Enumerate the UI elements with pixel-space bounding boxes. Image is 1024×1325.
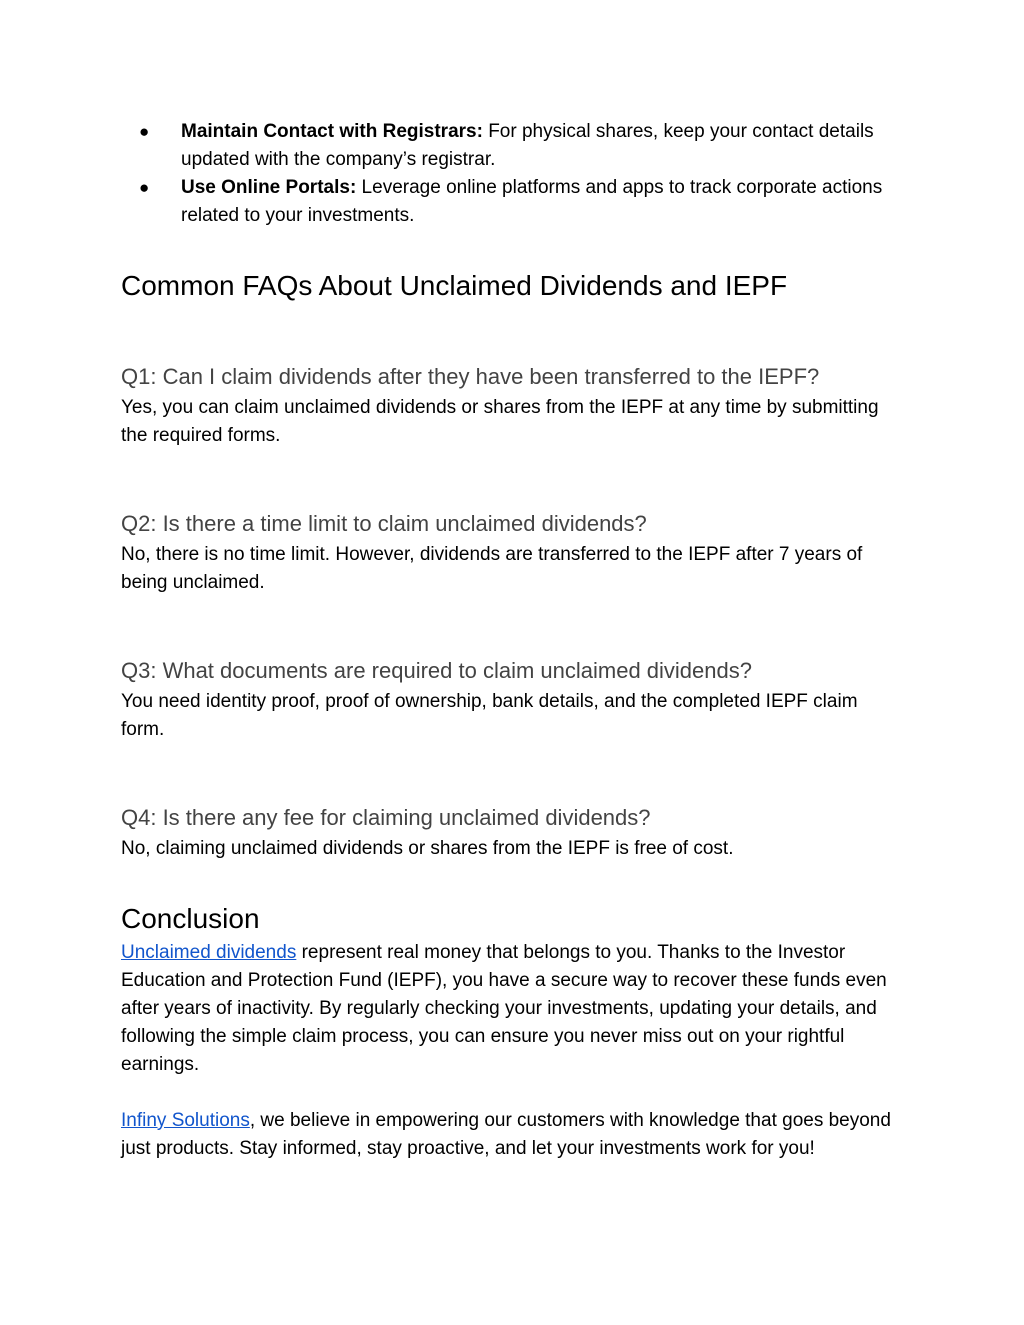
faq-item bbox=[121, 362, 906, 450]
faq-question: Q3: What documents are required to claim unclaimed dividends? bbox=[121, 658, 752, 683]
closing-paragraph bbox=[121, 1107, 906, 1163]
list-item bbox=[121, 118, 906, 174]
list-item bbox=[121, 174, 906, 230]
bullet-text: For physical shares, keep your contact details updated with the company’s registrar. bbox=[181, 121, 874, 170]
faq-item bbox=[121, 509, 906, 597]
conclusion-paragraph-text: represent real money that belongs to you. Thanks to the Investor Education and Protection Fund (IEPF), you have a secure way to recover these funds even after years of inactivity. By regularly checking your investments, updating your details, and following the simple claim process, you can ensure you never miss out on your rightful earnings. bbox=[121, 942, 887, 1075]
faq-section-heading: Common FAQs About Unclaimed Dividends and IEPF bbox=[121, 270, 788, 301]
bullet-text: Leverage online platforms and apps to track corporate actions related to your investments. bbox=[181, 177, 883, 226]
tips-list bbox=[121, 118, 906, 230]
faq-question: Q4: Is there any fee for claiming unclaimed dividends? bbox=[121, 805, 651, 830]
faq-question: Q1: Can I claim dividends after they have been transferred to the IEPF? bbox=[121, 364, 820, 389]
faq-item bbox=[121, 656, 906, 744]
bullet-bold-label: Use Online Portals: bbox=[181, 177, 357, 198]
faq-question: Q2: Is there a time limit to claim unclaimed dividends? bbox=[121, 511, 647, 536]
faq-answer: No, there is no time limit. However, dividends are transferred to the IEPF after 7 years of being unclaimed. bbox=[121, 544, 863, 593]
bullet-icon: ● bbox=[139, 178, 150, 197]
document-content bbox=[121, 118, 906, 1163]
bullet-bold-label: Maintain Contact with Registrars: bbox=[181, 121, 483, 142]
faq-answer: Yes, you can claim unclaimed dividends or shares from the IEPF at any time by submitting the required forms. bbox=[121, 397, 879, 446]
faq-item bbox=[121, 803, 906, 863]
unclaimed-dividends-link[interactable]: Unclaimed dividends bbox=[121, 942, 297, 963]
faq-answer: You need identity proof, proof of ownership, bank details, and the completed IEPF claim form. bbox=[121, 691, 858, 740]
faq-answer: No, claiming unclaimed dividends or shares from the IEPF is free of cost. bbox=[121, 838, 734, 859]
closing-paragraph-text: , we believe in empowering our customers with knowledge that goes beyond just products. Stay informed, stay proactive, and let your investments work for you! bbox=[121, 1110, 891, 1159]
conclusion-heading: Conclusion bbox=[121, 903, 260, 934]
conclusion-paragraph bbox=[121, 939, 906, 1079]
infiny-solutions-link[interactable]: Infiny Solutions bbox=[121, 1110, 250, 1131]
bullet-icon: ● bbox=[139, 122, 150, 141]
